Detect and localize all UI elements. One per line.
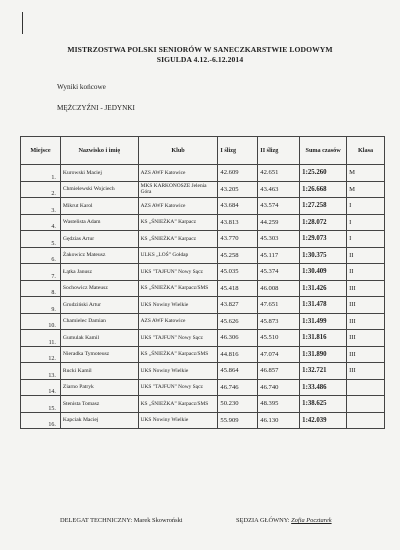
- class-cell: III: [347, 346, 385, 363]
- run2-cell: 44.259: [258, 214, 300, 231]
- club-cell: KS „ŚNIEŻKA” Karpacz/SMS: [138, 396, 218, 413]
- club-cell: KS „ŚNIEŻKA” Karpacz: [138, 231, 218, 248]
- results-label: Wyniki końcowe: [57, 83, 106, 91]
- run1-cell: 43.813: [218, 214, 258, 231]
- total-cell: 1:25.260: [300, 165, 347, 182]
- name-cell: Rucki Kamil: [60, 363, 138, 380]
- club-cell: KS „ŚNIEŻKA” Karpacz/SMS: [138, 280, 218, 297]
- name-cell: Żakowicz Mateusz: [60, 247, 138, 264]
- run2-cell: 46.130: [258, 412, 300, 429]
- table-row: [21, 297, 385, 314]
- run2-cell: 46.008: [258, 280, 300, 297]
- table-row: [21, 363, 385, 380]
- total-cell: 1:30.375: [300, 247, 347, 264]
- total-cell: 1:26.668: [300, 181, 347, 198]
- place-cell: 5.: [21, 231, 61, 248]
- run2-cell: 45.510: [258, 330, 300, 347]
- place-cell: 13.: [21, 363, 61, 380]
- col-name-header: Nazwisko i imię: [60, 137, 138, 165]
- table-row: [21, 214, 385, 231]
- name-cell: Sochowicz Mateusz: [60, 280, 138, 297]
- name-cell: Gumulak Kamil: [60, 330, 138, 347]
- document-subtitle: SIGULDA 4.12.-6.12.2014: [156, 55, 244, 64]
- name-cell: Chmielewski Wojciech: [60, 181, 138, 198]
- place-cell: 4.: [21, 214, 61, 231]
- table-row: [21, 264, 385, 281]
- run1-cell: 46.746: [218, 379, 258, 396]
- table-row: [21, 165, 385, 182]
- class-cell: I: [347, 198, 385, 215]
- table-row: [21, 379, 385, 396]
- class-cell: I: [347, 231, 385, 248]
- total-cell: 1:31.816: [300, 330, 347, 347]
- run1-cell: 45.864: [218, 363, 258, 380]
- run2-cell: 42.651: [258, 165, 300, 182]
- delegate-name: Marek Skowroński: [133, 517, 183, 524]
- col-run1-header: I ślizg: [218, 137, 258, 165]
- run2-cell: 43.574: [258, 198, 300, 215]
- place-cell: 11.: [21, 330, 61, 347]
- total-cell: 1:33.486: [300, 379, 347, 396]
- delegate-label: DELEGAT TECHNICZNY:: [60, 517, 133, 524]
- class-cell: M: [347, 181, 385, 198]
- name-cell: Nieradka Tymoteusz: [60, 346, 138, 363]
- run1-cell: 45.626: [218, 313, 258, 330]
- club-cell: UKS "TAJFUN" Nowy Sącz: [138, 264, 218, 281]
- class-cell: [347, 396, 385, 413]
- table-row: [21, 247, 385, 264]
- place-cell: 10.: [21, 313, 61, 330]
- name-cell: Grudziński Artur: [60, 297, 138, 314]
- total-cell: 1:38.625: [300, 396, 347, 413]
- club-cell: UKS Nowiny Wielkie: [138, 363, 218, 380]
- total-cell: 1:42.039: [300, 412, 347, 429]
- total-cell: 1:30.409: [300, 264, 347, 281]
- judge-signature: Zofia Pocztarek: [291, 517, 332, 524]
- run1-cell: 45.258: [218, 247, 258, 264]
- total-cell: 1:31.890: [300, 346, 347, 363]
- table-header-row: [21, 137, 385, 165]
- technical-delegate: [60, 517, 183, 524]
- place-cell: 3.: [21, 198, 61, 215]
- total-cell: 1:31.499: [300, 313, 347, 330]
- total-cell: 1:29.073: [300, 231, 347, 248]
- col-place-header: Miejsce: [21, 137, 61, 165]
- name-cell: Kapciak Maciej: [60, 412, 138, 429]
- run2-cell: 47.651: [258, 297, 300, 314]
- run2-cell: 46.857: [258, 363, 300, 380]
- class-cell: III: [347, 297, 385, 314]
- club-cell: AZS AWF Katowice: [138, 313, 218, 330]
- run2-cell: 43.463: [258, 181, 300, 198]
- name-cell: Gędzias Artur: [60, 231, 138, 248]
- class-cell: II: [347, 264, 385, 281]
- place-cell: 9.: [21, 297, 61, 314]
- document-title: MISTRZOSTWA POLSKI SENIORÓW W SANECZKARSTWIE LODOWYM: [67, 45, 333, 54]
- table-row: [21, 346, 385, 363]
- place-cell: 1.: [21, 165, 61, 182]
- run2-cell: 48.395: [258, 396, 300, 413]
- run1-cell: 42.609: [218, 165, 258, 182]
- col-run2-header: II ślizg: [258, 137, 300, 165]
- club-cell: UKS "TAJFUN" Nowy Sącz: [138, 330, 218, 347]
- place-cell: 16.: [21, 412, 61, 429]
- col-total-header: Suma czasów: [300, 137, 347, 165]
- name-cell: Łątka Janusz: [60, 264, 138, 281]
- run1-cell: 55.909: [218, 412, 258, 429]
- run2-cell: 46.740: [258, 379, 300, 396]
- class-cell: III: [347, 363, 385, 380]
- class-cell: III: [347, 313, 385, 330]
- run2-cell: 45.374: [258, 264, 300, 281]
- run2-cell: 45.873: [258, 313, 300, 330]
- club-cell: MKS KARKONOSZE Jelenia Góra: [138, 181, 218, 198]
- total-cell: 1:31.478: [300, 297, 347, 314]
- col-class-header: Klasa: [347, 137, 385, 165]
- place-cell: 2.: [21, 181, 61, 198]
- place-cell: 8.: [21, 280, 61, 297]
- table-row: [21, 330, 385, 347]
- name-cell: Chamielec Damian: [60, 313, 138, 330]
- run1-cell: 50.230: [218, 396, 258, 413]
- class-cell: III: [347, 330, 385, 347]
- club-cell: KS „ŚNIEŻKA” Karpacz/SMS: [138, 346, 218, 363]
- run1-cell: 46.306: [218, 330, 258, 347]
- run1-cell: 43.205: [218, 181, 258, 198]
- club-cell: ULKS „LOŚ” Gołdap: [138, 247, 218, 264]
- club-cell: AZS AWF Katowice: [138, 198, 218, 215]
- table-row: [21, 181, 385, 198]
- class-cell: III: [347, 280, 385, 297]
- total-cell: 1:32.721: [300, 363, 347, 380]
- run2-cell: 45.303: [258, 231, 300, 248]
- run1-cell: 45.418: [218, 280, 258, 297]
- results-table: [20, 136, 385, 429]
- class-cell: [347, 412, 385, 429]
- place-cell: 12.: [21, 346, 61, 363]
- run1-cell: 45.035: [218, 264, 258, 281]
- place-cell: 14.: [21, 379, 61, 396]
- name-cell: Ziarno Patryk: [60, 379, 138, 396]
- class-cell: I: [347, 214, 385, 231]
- run1-cell: 43.827: [218, 297, 258, 314]
- class-cell: M: [347, 165, 385, 182]
- place-cell: 6.: [21, 247, 61, 264]
- place-cell: 15.: [21, 396, 61, 413]
- class-cell: II: [347, 247, 385, 264]
- total-cell: 1:27.258: [300, 198, 347, 215]
- run2-cell: 45.117: [258, 247, 300, 264]
- club-cell: UKS Nowiny Wielkie: [138, 412, 218, 429]
- name-cell: Stenista Tomasz: [60, 396, 138, 413]
- class-cell: [347, 379, 385, 396]
- name-cell: Mikrut Karol: [60, 198, 138, 215]
- total-cell: 1:31.426: [300, 280, 347, 297]
- club-cell: UKS "TAJFUN" Nowy Sącz: [138, 379, 218, 396]
- col-club-header: Klub: [138, 137, 218, 165]
- chief-judge: [236, 517, 332, 524]
- run1-cell: 44.816: [218, 346, 258, 363]
- place-cell: 7.: [21, 264, 61, 281]
- club-cell: UKS Nowiny Wielkie: [138, 297, 218, 314]
- name-cell: Kurowski Maciej: [60, 165, 138, 182]
- club-cell: KS „ŚNIEŻKA” Karpacz: [138, 214, 218, 231]
- table-row: [21, 313, 385, 330]
- total-cell: 1:28.072: [300, 214, 347, 231]
- category-label: MĘŻCZYŹNI - JEDYNKI: [57, 104, 135, 112]
- table-row: [21, 412, 385, 429]
- margin-line: [22, 12, 23, 34]
- run2-cell: 47.074: [258, 346, 300, 363]
- table-row: [21, 231, 385, 248]
- name-cell: Wastelista Adam: [60, 214, 138, 231]
- table-row: [21, 396, 385, 413]
- run1-cell: 43.770: [218, 231, 258, 248]
- run1-cell: 43.684: [218, 198, 258, 215]
- table-row: [21, 198, 385, 215]
- club-cell: AZS AWF Katowice: [138, 165, 218, 182]
- table-row: [21, 280, 385, 297]
- judge-label: SĘDZIA GŁÓWNY:: [236, 517, 290, 524]
